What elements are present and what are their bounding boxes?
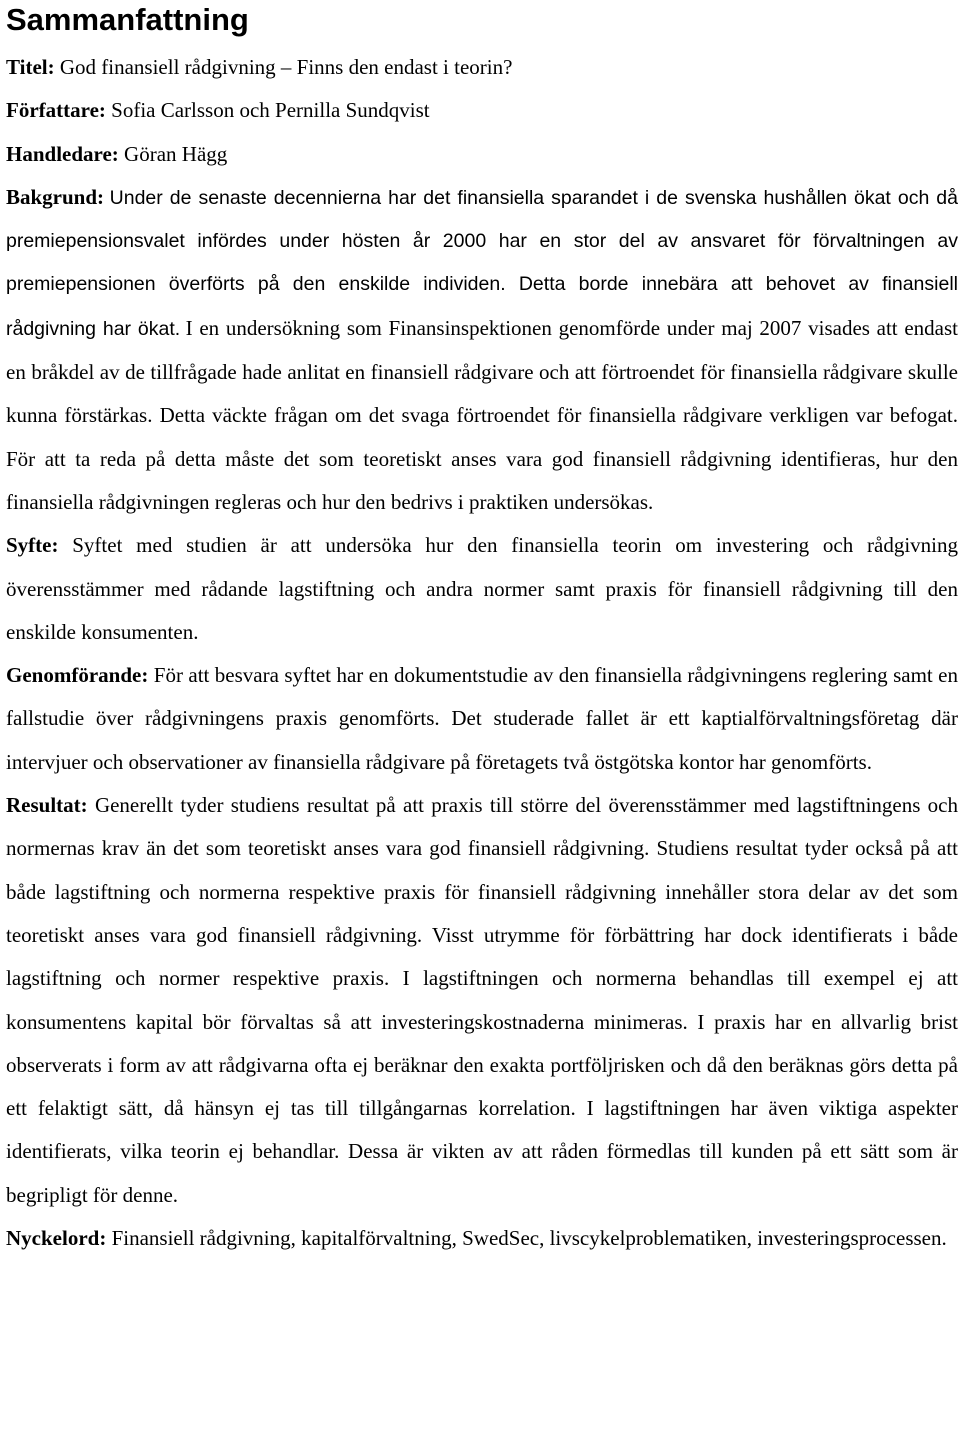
- background-text-serif: I en undersökning som Finansinspektionen genomförde under maj 2007 visades att endast en bråkdel av de tillfrågade hade anlitat en finansiell rådgivare och att förtroendet för finansiella rådgivare skulle kunna förstärkas. Detta väckte frågan om det svaga förtroendet för finansiella rådgivare verkligen var befogat. För att ta reda på detta måste det som teoretiskt anses vara god finansiell rådgivning identifieras, hur den finansiella rådgivningen regleras och hur den bedrivs i praktiken undersökas.: [6, 315, 958, 514]
- title-value: God finansiell rådgivning – Finns den endast i teorin?: [59, 55, 513, 79]
- keywords-paragraph: [6, 1217, 958, 1260]
- page-title: Sammanfattning: [6, 2, 249, 37]
- keywords-text: Finansiell rådgivning, kapitalförvaltning, SwedSec, livscykelproblematiken, investeringsprocessen.: [111, 1226, 947, 1251]
- results-text: Generellt tyder studiens resultat på att praxis till större del överensstämmer med lagstiftningens och normernas krav än det som teoretiskt anses vara god finansiell rådgivning. Studiens resultat tyder också på att både lagstiftning och normerna respektive praxis för finansiell rådgivning innehåller stora delar av det som teoretiskt anses vara god finansiell rådgivning. Visst utrymme för förbättring har dock identifierats i både lagstiftning och normer respektive praxis. I lagstiftningen och normerna behandlas till exempel ej att konsumentens kapital bör förvaltas så att investeringskostnaderna minimeras. I praxis har en allvarlig brist observerats i form av att rådgivarna ofta ej beräknar den exakta portföljrisken och då den beräknas görs detta på ett felaktigt sätt, då hänsyn ej tas till tillgångarnas korrelation. I lagstiftningen har även viktiga aspekter identifierats, vilka teorin ej behandlar. Dessa är vikten av att råden förmedlas till kunden på ett sätt som är begripligt för denne.: [6, 793, 959, 1207]
- keywords-label: Nyckelord:: [6, 1226, 107, 1251]
- authors-line: [6, 89, 958, 132]
- purpose-label: Syfte:: [6, 533, 59, 558]
- purpose-text: Syftet med studien är att undersöka hur den finansiella teorin om investering och rådgivning överensstämmer med rådande lagstiftning och andra normer samt praxis för finansiell rådgivning till den enskilde konsumenten.: [6, 533, 958, 644]
- method-paragraph: [6, 654, 958, 784]
- authors-value: Sofia Carlsson och Pernilla Sundqvist: [111, 98, 430, 123]
- document-page: [6, 0, 958, 1260]
- background-label: Bakgrund:: [6, 184, 105, 209]
- results-paragraph: [6, 784, 958, 1217]
- authors-label: Författare:: [6, 98, 106, 123]
- supervisor-label: Handledare:: [6, 141, 119, 166]
- purpose-paragraph: [6, 524, 958, 654]
- results-label: Resultat:: [6, 793, 88, 818]
- background-paragraph: [6, 176, 958, 524]
- title-line: [6, 46, 958, 89]
- supervisor-value: Göran Hägg: [124, 141, 228, 166]
- title-label: Titel:: [6, 55, 55, 79]
- background-text-sans: Under de senaste decennierna har det finansiella sparandet i de svenska hushållen ökat och då premiepensionsvalet infördes under hösten år 2000 har en stor del av ansvaret för förvaltningen av premiepensionen överförts på den enskilde individen. Detta borde innebära att behovet av finansiell rådgivning har ökat.: [6, 186, 958, 340]
- supervisor-line: [6, 133, 958, 176]
- method-label: Genomförande:: [6, 663, 149, 688]
- method-text: För att besvara syftet har en dokumentstudie av den finansiella rådgivningens reglering samt en fallstudie över rådgivningens praxis genomförts. Det studerade fallet är ett kaptialförvaltningsföretag där intervjuer och observationer av finansiella rådgivare på företagets två östgötska kontor har genomförts.: [6, 663, 958, 774]
